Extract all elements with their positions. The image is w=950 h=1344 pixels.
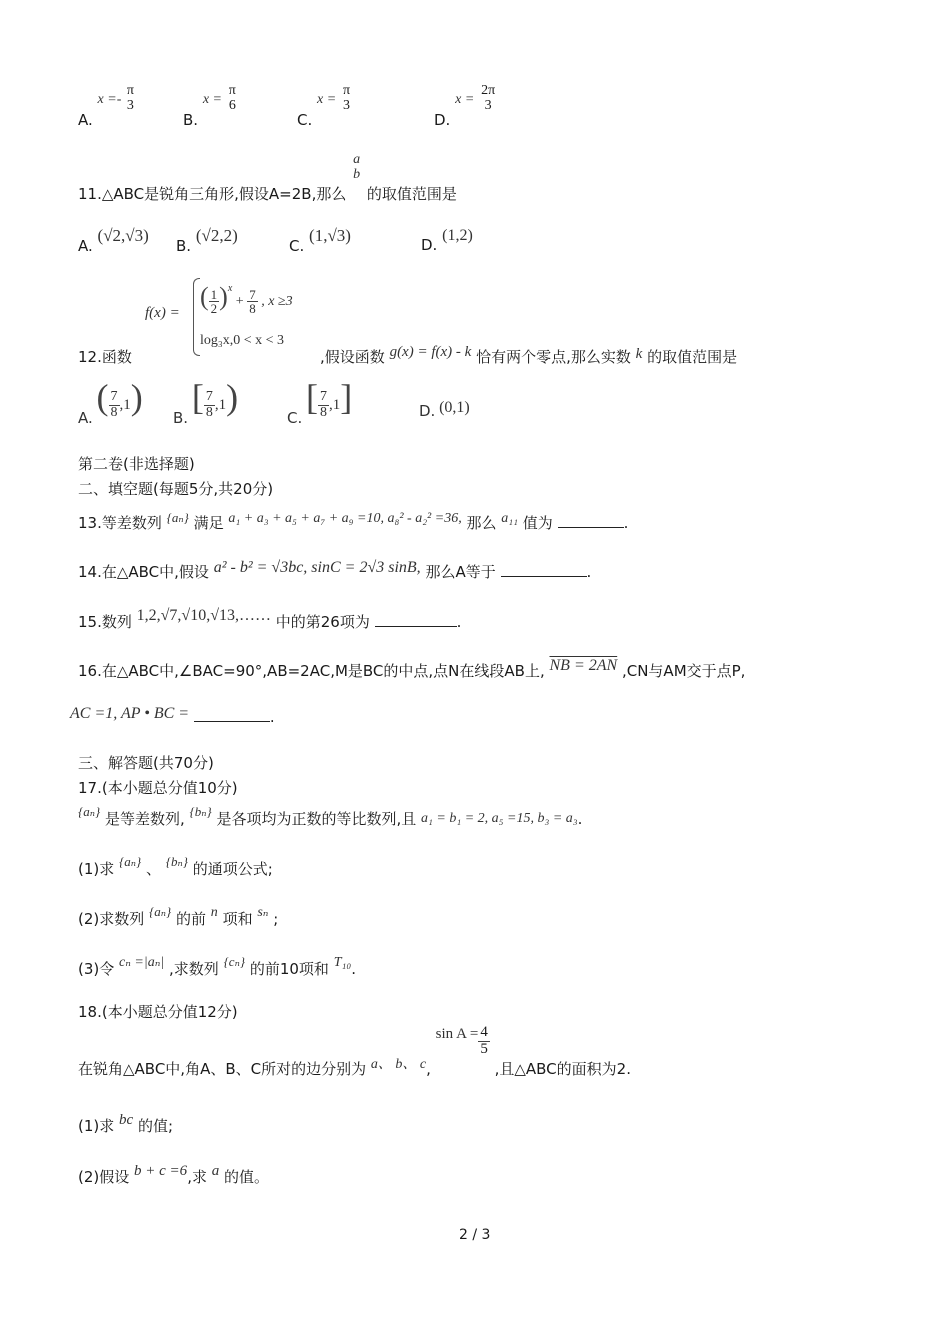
option-expr: (1,2): [442, 227, 473, 244]
q17-p2-n: n: [210, 905, 218, 920]
q17-p1-seq-a: {aₙ}: [119, 854, 142, 869]
q14-answer-blank[interactable]: [501, 562, 587, 577]
q13-prefix: 13.等差数列: [78, 514, 162, 532]
frac-den: 3: [484, 97, 492, 113]
option-frac: [318, 390, 329, 420]
option-rest: ,1: [214, 397, 227, 413]
q15-dot: .: [456, 613, 462, 631]
frac-num: π: [126, 83, 134, 98]
option-label: B.: [183, 111, 199, 130]
q17-text2: 是各项均为正数的等比数列,且: [216, 810, 417, 828]
option-expr: (1,√3): [309, 226, 351, 245]
q14-prefix: 14.在△ABC中,假设: [78, 563, 209, 581]
q17-part2: [78, 900, 279, 928]
option-fraction: [341, 84, 352, 113]
option-label: B.: [176, 237, 192, 255]
q15: [78, 604, 462, 631]
q11-option-d: [421, 226, 473, 254]
fill-section-title: 二、填空题(每题5分,共20分): [78, 480, 274, 498]
frac-den: 2: [210, 301, 218, 317]
q13-after: 那么: [466, 514, 497, 532]
q17-p3-seq: {cₙ}: [223, 954, 246, 969]
option-expr: (√2,2): [195, 226, 238, 245]
bracket-left: [: [191, 377, 204, 417]
bracket-right: ): [464, 399, 470, 416]
option-expr: x =: [455, 92, 475, 108]
q11-fraction: [351, 153, 362, 182]
frac-den: b: [353, 166, 361, 182]
case1-plus: +: [235, 294, 244, 309]
bracket-left: (: [96, 377, 109, 417]
q11-text: 11.△ABC是锐角三角形,假设A=2B,那么: [78, 185, 347, 204]
q12-option-d: [419, 398, 470, 420]
frac-den: 8: [205, 405, 213, 421]
q16-answer-blank[interactable]: [194, 707, 270, 722]
q18-sin: sin A =: [435, 1025, 479, 1042]
option-fraction: [125, 84, 136, 113]
q16-cond: AC =1, AP • BC =: [70, 705, 190, 722]
q12-gx: g(x) = f(x) - k: [389, 344, 472, 360]
option-label: C.: [287, 409, 303, 427]
q12-end: 的取值范围是: [647, 348, 738, 366]
option-rest: ,1: [329, 397, 341, 413]
frac-num: 7: [320, 389, 327, 405]
q12-case1: ( $\frac{1}{2}$ )$^x$ + $\frac{7}{8}$ , x ≥3: [200, 282, 293, 317]
q16-vec: NB = 2AN: [549, 657, 618, 674]
q18-frac: [478, 1025, 490, 1058]
q15-answer-blank[interactable]: [375, 612, 457, 627]
page-number: 2 / 3: [459, 1227, 491, 1243]
q16-text-end: ,CN与AM交于点P,: [621, 662, 746, 680]
q17-title: 17.(本小题总分值10分): [78, 779, 238, 797]
option-label: C.: [289, 237, 305, 255]
q17-p3-t: T₁₀: [333, 955, 352, 970]
q12-mid: [320, 346, 737, 367]
q12-text-after: 恰有两个零点,那么实数: [476, 348, 631, 366]
q18-text1: 在锐角△ABC中,角A、B、C所对的边分别为: [78, 1059, 367, 1078]
q17-p3-d: .: [351, 960, 356, 978]
frac-num: 4: [480, 1024, 488, 1040]
q17-cond: a₁ = b₁ = 2, a₅ =15, b₃ = a₃: [421, 811, 578, 826]
q17-p3-b: ,求数列: [169, 960, 219, 978]
q11-text-after: 的取值范围是: [366, 185, 457, 204]
q17-p1-a: (1)求: [78, 860, 115, 878]
q17-dot: .: [577, 810, 583, 828]
q14-dot: .: [586, 563, 592, 581]
q13-mid: 满足: [193, 514, 224, 532]
q12-option-c: [287, 376, 353, 427]
option-fraction: [479, 84, 497, 113]
q17-p2-d: ;: [273, 910, 279, 928]
q17-stem: [78, 800, 583, 828]
option-rest: ,1: [119, 397, 131, 413]
frac-den: 8: [249, 301, 256, 317]
q17-seq-b: {bₙ}: [189, 804, 212, 819]
q13-answer-blank[interactable]: [558, 513, 624, 528]
frac-den: 3: [343, 97, 351, 113]
q18-title: 18.(本小题总分值12分): [78, 1003, 238, 1021]
bracket-left: [: [306, 377, 318, 417]
q17-p2-b: 的前: [175, 910, 206, 928]
q14: [78, 556, 592, 581]
option-label: D.: [434, 111, 451, 130]
bracket-right: ): [130, 377, 143, 417]
option-frac: [109, 390, 120, 420]
q13-target: a₁₁: [501, 511, 519, 526]
q10-option-d: [434, 83, 497, 130]
q17-part1: [78, 850, 273, 878]
q18-p1-bc: bc: [119, 1112, 134, 1128]
q18-p2-cond: b + c =6: [134, 1163, 188, 1179]
q18-p1-a: (1)求: [78, 1117, 115, 1135]
q17-p1-seq-b: {bₙ}: [165, 854, 188, 869]
q18-p2-var: a: [211, 1163, 220, 1179]
q15-after: 中的第26项为: [275, 613, 370, 631]
bracket-right: ]: [340, 377, 353, 417]
q17-p3-def: cₙ =|aₙ|: [119, 955, 165, 970]
q15-prefix: 15.数列: [78, 613, 132, 631]
q12-option-a: [78, 376, 143, 427]
q16-dot: .: [269, 708, 275, 726]
q11-option-c: [289, 226, 351, 255]
q10-option-b: [183, 83, 238, 130]
frac-den: 5: [480, 1040, 488, 1057]
option-label: D.: [421, 236, 438, 254]
q10-option-a: [78, 83, 136, 130]
q17-p3-c: 的前10项和: [249, 960, 329, 978]
frac-num: 7: [110, 389, 118, 405]
bracket-left: (: [439, 399, 445, 416]
q16-line2: [70, 703, 275, 726]
option-fraction: [227, 84, 238, 113]
q18-p2-a: (2)假设: [78, 1168, 130, 1186]
frac-den: 3: [126, 97, 134, 113]
q11-option-a: [78, 226, 149, 255]
q17-p2-c: 项和: [222, 910, 253, 928]
q17-p2-a: (2)求数列: [78, 910, 145, 928]
q11-option-b: [176, 226, 238, 255]
q13-cond: a₁ + a₃ + a₅ + a₇ + a₉ =10, a₈² - a₂² =36,: [228, 511, 462, 526]
option-expr: x =-: [97, 92, 125, 108]
frac-num: 1: [210, 286, 218, 302]
frac-den: 8: [320, 405, 327, 421]
q18-p1-b: 的值;: [137, 1117, 174, 1135]
q18-p2-c: 的值。: [224, 1168, 270, 1186]
q18-stem: [78, 1024, 631, 1078]
frac-den: 8: [110, 405, 118, 421]
q12-brace: [193, 278, 200, 356]
option-label: A.: [78, 409, 93, 427]
q12-option-b: [173, 376, 239, 427]
q13-end: 值为: [522, 514, 553, 532]
q13-dot: .: [623, 514, 629, 532]
q14-cond: a² - b² = √3bc, sinC = 2√3 sinB,: [213, 559, 421, 576]
q12-fx: f(x) =: [145, 305, 180, 321]
q17-p3-a: (3)令: [78, 960, 115, 978]
option-label: C.: [297, 111, 313, 130]
frac-num: 2π: [481, 83, 496, 98]
q18-sides: a、 b、 c: [370, 1056, 427, 1072]
q12-k: k: [635, 346, 643, 362]
q17-p2-seq: {aₙ}: [149, 904, 172, 919]
q17-p1-b: 的通项公式;: [192, 860, 273, 878]
q16-text: 16.在△ABC中,∠BAC=90°,AB=2AC,M是BC的中点,点N在线段AB上,: [78, 662, 545, 680]
option-label: A.: [78, 237, 93, 255]
q18-comma: ,: [426, 1059, 431, 1078]
q12-case2: log₃x,0 < x < 3: [200, 333, 285, 348]
q17-p2-sn: sₙ: [257, 905, 269, 920]
q17-seq-a: {aₙ}: [78, 804, 101, 819]
q15-seq: 1,2,√7,√10,√13,……: [136, 607, 271, 624]
option-rest: 0,1: [444, 399, 465, 416]
q18-part1: [78, 1108, 174, 1135]
option-expr: x =: [317, 92, 337, 108]
frac-num: π: [342, 83, 351, 98]
option-expr: (√2,√3): [97, 226, 149, 245]
frac-num: a: [353, 152, 361, 167]
q10-option-c: [297, 83, 352, 130]
q18-part2: [78, 1159, 270, 1186]
q13: [78, 506, 629, 532]
option-expr: x =: [202, 92, 223, 108]
case1-cond: , x ≥3: [261, 294, 293, 309]
frac-num: 7: [249, 286, 256, 302]
bracket-right: ): [226, 377, 239, 417]
frac-num: 7: [205, 389, 213, 405]
q17-text1: 是等差数列,: [104, 810, 185, 828]
part2-title: 第二卷(非选择题): [78, 455, 195, 473]
q14-after: 那么A等于: [425, 563, 496, 581]
q16-line1: [78, 654, 746, 680]
case1-frac2: [247, 288, 258, 316]
option-label: B.: [173, 409, 189, 427]
q17-p1-sep: 、: [145, 860, 161, 878]
option-label: D.: [419, 402, 436, 420]
option-label: A.: [78, 111, 93, 130]
frac-den: 6: [228, 97, 236, 113]
case1-exp: x: [227, 283, 233, 294]
solve-section-title: 三、解答题(共70分): [78, 754, 214, 772]
q11-stem: [78, 152, 457, 204]
q12-mid-text: ,假设函数: [320, 348, 385, 366]
q18-p2-b: ,求: [187, 1168, 207, 1186]
frac-num: π: [228, 83, 236, 98]
q12-prefix: 12.函数: [78, 348, 132, 366]
option-frac: [204, 390, 215, 420]
q17-part3: [78, 950, 356, 978]
q13-seq: {aₙ}: [166, 510, 189, 525]
q18-text2: ,且△ABC的面积为2.: [494, 1059, 631, 1078]
case1-frac: [209, 288, 220, 316]
